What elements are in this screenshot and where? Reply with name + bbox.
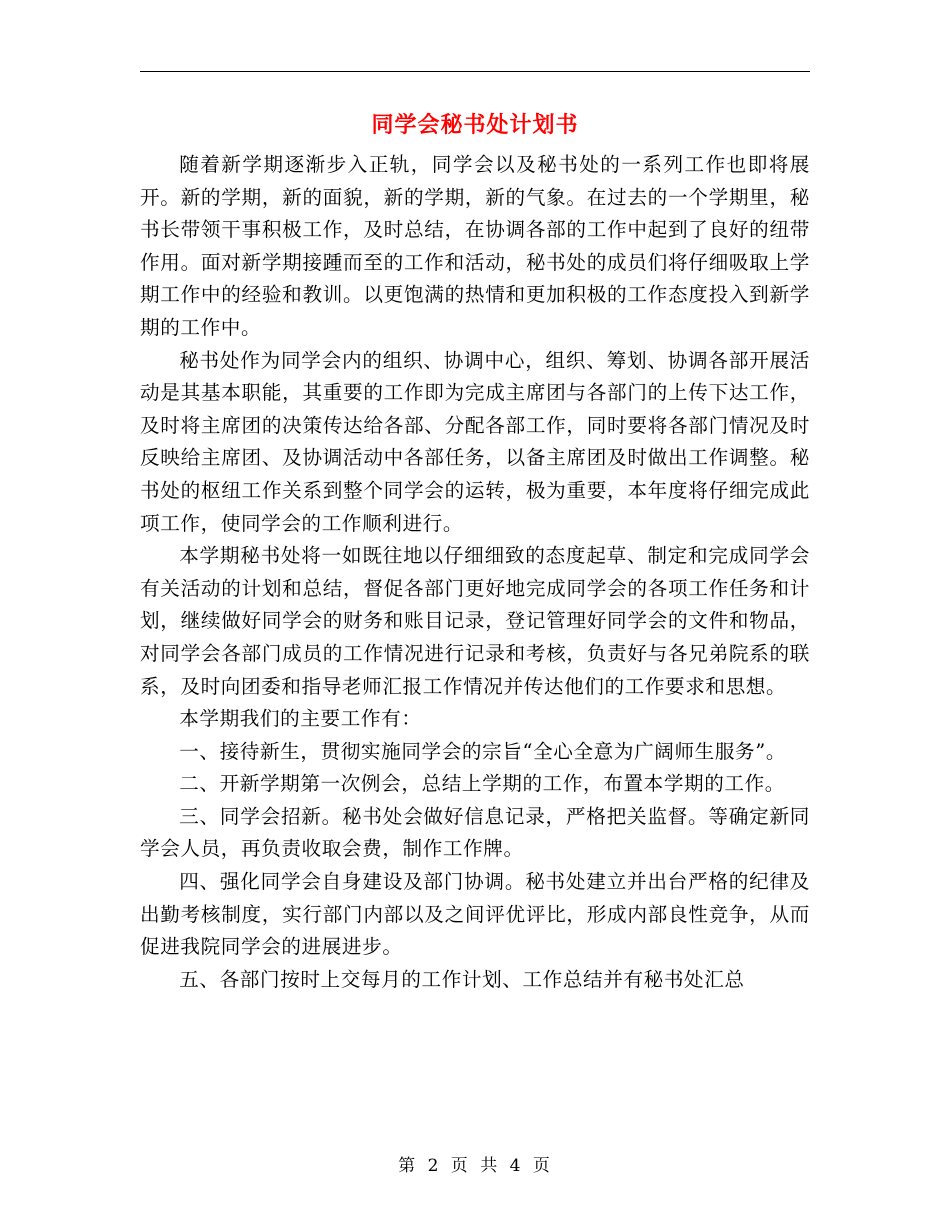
body-paragraph: 本学期秘书处将一如既往地以仔细细致的态度起草、制定和完成同学会有关活动的计划和总结，督促各部门更好地完成同学会的各项工作任务和计划，继续做好同学会的财务和账目记录，登记管理好同学会的文件和物品，对同学会各部门成员的工作情况进行记录和考核，负责好与各兄弟院系的联系，及时向团委和指导老师汇报工作情况并传达他们的工作要求和思想。 <box>140 544 810 698</box>
list-item: 二、开新学期第一次例会，总结上学期的工作，布置本学期的工作。 <box>179 772 785 796</box>
list-item: 一、接待新生，贯彻实施同学会的宗旨“全心全意为广阔师生服务”。 <box>179 739 787 763</box>
list-item: 五、各部门按时上交每月的工作计划、工作总结并有秘书处汇总 <box>179 967 745 991</box>
list-item: 三、同学会招新。秘书处会做好信息记录，严格把关监督。等确定新同学会人员，再负责收取会费，制作工作牌。 <box>140 804 810 861</box>
document-body <box>140 149 810 996</box>
body-paragraph: 随着新学期逐渐步入正轨，同学会以及秘书处的一系列工作也即将展开。新的学期，新的面貌，新的学期，新的气象。在过去的一个学期里，秘书长带领干事积极工作，及时总结，在协调各部的工作中起到了良好的纽带作用。面对新学期接踵而至的工作和活动，秘书处的成员们将仔细吸取上学期工作中的经验和教训。以更饱满的热情和更加积极的工作态度投入到新学期的工作中。 <box>140 153 810 339</box>
header-rule <box>140 71 810 72</box>
page-number: 第 2 页 共 4 页 <box>398 1156 552 1176</box>
body-paragraph: 秘书处作为同学会内的组织、协调中心，组织、筹划、协调各部开展活动是其基本职能，其重要的工作即为完成主席团与各部门的上传下达工作，及时将主席团的决策传达给各部、分配各部工作，同时要将各部门情况及时反映给主席团、及协调活动中各部任务，以备主席团及时做出工作调整。秘书处的枢纽工作关系到整个同学会的运转，极为重要，本年度将仔细完成此项工作，使同学会的工作顺利进行。 <box>140 348 810 535</box>
body-paragraph: 本学期我们的主要工作有： <box>179 707 422 731</box>
list-item: 四、强化同学会自身建设及部门协调。秘书处建立并出台严格的纪律及出勤考核制度，实行部门内部以及之间评优评比，形成内部良性竞争，从而促进我院同学会的进展进步。 <box>140 870 810 959</box>
document-title: 同学会秘书处计划书 <box>371 112 579 138</box>
